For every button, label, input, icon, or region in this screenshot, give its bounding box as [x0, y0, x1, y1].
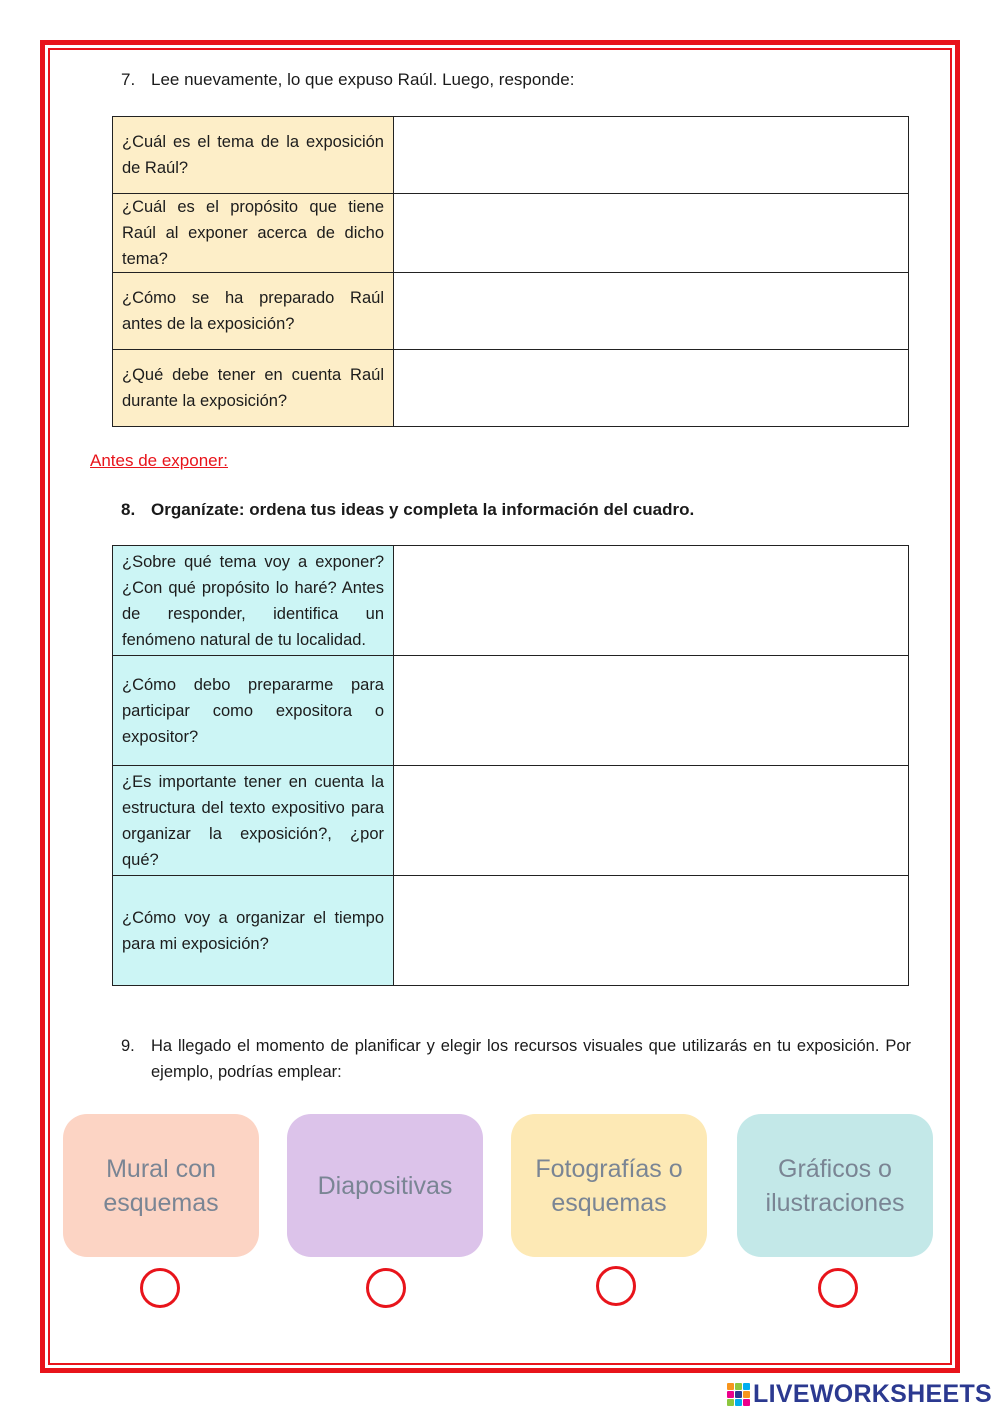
option-4-radio[interactable]	[818, 1268, 858, 1308]
section-label-antes-de-exponer: Antes de exponer:	[90, 451, 228, 470]
option-card-label: Mural con esquemas	[103, 1154, 219, 1217]
question-7-row-4-answer-field[interactable]	[394, 350, 909, 427]
question-7-row-3-answer-field[interactable]	[394, 273, 909, 350]
question-7-row-4-label: ¿Qué debe tener en cuenta Raúl durante la exposición?	[113, 350, 394, 427]
liveworksheets-logo-text: LIVEWORKSHEETS	[753, 1379, 992, 1408]
question-8-number: 8.	[121, 500, 136, 519]
table-row	[113, 194, 909, 273]
question-8-row-1-label: ¿Sobre qué tema voy a exponer? ¿Con qué propósito lo haré? Antes de responder, identifica un fenómeno natural de tu localidad.	[113, 546, 394, 656]
table-row	[113, 350, 909, 427]
question-8-row-1-answer-field[interactable]	[394, 546, 909, 656]
question-9-number: 9.	[121, 1037, 135, 1055]
table-row	[113, 117, 909, 194]
option-card-mural	[63, 1114, 259, 1257]
question-9-title	[121, 1033, 911, 1085]
question-8-text: Organízate: ordena tus ideas y completa la información del cuadro.	[151, 500, 695, 519]
question-8-row-2-answer-field[interactable]	[394, 656, 909, 766]
question-7-row-1-answer-field[interactable]	[394, 117, 909, 194]
table-row	[113, 273, 909, 350]
option-2-radio[interactable]	[366, 1268, 406, 1308]
option-card-diapositivas	[287, 1114, 483, 1257]
option-card-fotografias	[511, 1114, 707, 1257]
question-7-row-1-label: ¿Cuál es el tema de la exposición de Raúl?	[113, 117, 394, 194]
liveworksheets-logo-icon	[727, 1383, 750, 1406]
question-7-row-2-answer-field[interactable]	[394, 194, 909, 273]
option-card-label: Gráficos o ilustraciones	[765, 1154, 905, 1217]
question-8-row-3-answer-field[interactable]	[394, 766, 909, 876]
table-row	[113, 766, 909, 876]
question-8-row-3-label: ¿Es importante tener en cuenta la estructura del texto expositivo para organizar la exposición?, ¿por qué?	[113, 766, 394, 876]
liveworksheets-watermark	[727, 1379, 992, 1409]
question-7-title	[121, 70, 574, 90]
question-8-title	[121, 500, 694, 520]
option-card-label: Fotografías o esquemas	[535, 1154, 683, 1217]
question-8-table	[112, 545, 909, 986]
table-row	[113, 656, 909, 766]
question-8-row-4-label: ¿Cómo voy a organizar el tiempo para mi exposición?	[113, 876, 394, 986]
question-9-text: Ha llegado el momento de planificar y elegir los recursos visuales que utilizarás en tu exposición. Por ejemplo, podrías emplear:	[151, 1037, 911, 1081]
question-8-row-4-answer-field[interactable]	[394, 876, 909, 986]
question-7-row-3-label: ¿Cómo se ha preparado Raúl antes de la exposición?	[113, 273, 394, 350]
question-7-number: 7.	[121, 70, 136, 89]
table-row	[113, 876, 909, 986]
question-8-row-2-label: ¿Cómo debo prepararme para participar como expositora o expositor?	[113, 656, 394, 766]
option-3-radio[interactable]	[596, 1266, 636, 1306]
option-card-graficos	[737, 1114, 933, 1257]
option-1-radio[interactable]	[140, 1268, 180, 1308]
table-row	[113, 546, 909, 656]
question-7-table	[112, 116, 909, 427]
question-7-row-2-label: ¿Cuál es el propósito que tiene Raúl al exponer acerca de dicho tema?	[113, 194, 394, 273]
option-card-label: Diapositivas	[317, 1171, 453, 1200]
question-7-text: Lee nuevamente, lo que expuso Raúl. Luego, responde:	[151, 70, 575, 89]
